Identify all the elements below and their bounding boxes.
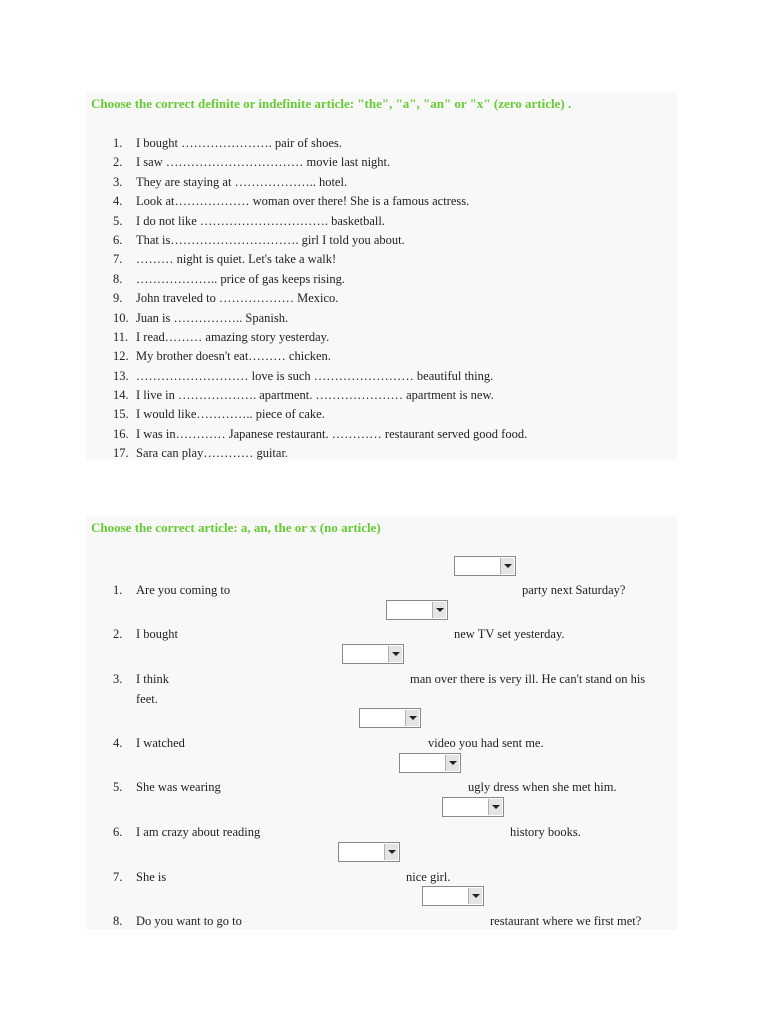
item-number: 7. [113,870,123,884]
list-item [86,289,677,308]
list-item [86,309,677,328]
article-select-5[interactable] [399,753,461,773]
question-text-before: Are you coming to [136,583,231,597]
article-select-2[interactable] [386,600,448,620]
item-text: I read……… amazing story yesterday. [136,329,330,344]
question-text-wrap: feet. [136,692,158,706]
item-text: My brother doesn't eat……… chicken. [136,349,331,364]
exercise-2-title: Choose the correct article: a, an, the or x (no article) [91,520,381,535]
article-select-3[interactable] [342,644,404,664]
exercise-1-list [86,134,677,464]
item-number: 3. [113,672,123,686]
list-item [86,134,677,153]
item-number: 5. [113,780,123,794]
list-item [86,212,677,231]
item-number: 9. [113,291,123,306]
item-number: 1. [113,136,123,150]
item-number: 2. [113,155,123,170]
item-text: I live in ………………. apartment. ………………… apartment is new. [136,388,494,403]
chevron-down-icon [445,755,459,771]
article-select-1[interactable] [454,556,516,576]
item-number: 11. [113,329,129,344]
list-item [86,270,677,289]
list-item [86,153,677,172]
item-number: 8. [113,914,123,928]
chevron-down-icon [405,710,419,726]
question-text-after: history books. [510,825,581,839]
question-text-after: nice girl. [406,870,451,884]
item-text: John traveled to ……………… Mexico. [136,291,339,306]
item-text: ……………….. price of gas keeps rising. [136,271,345,286]
list-item [86,367,677,386]
item-number: 12. [113,349,129,364]
item-text: ……… night is quiet. Let's take a walk! [136,252,337,267]
question-text-before: She is [136,870,167,884]
item-text: Juan is …………….. Spanish. [136,310,289,325]
item-number: 15. [113,407,129,422]
list-item [86,347,677,366]
item-number: 8. [113,271,123,286]
list-item [86,192,677,211]
article-select-6[interactable] [442,797,504,817]
list-item [86,405,677,424]
list-item [86,444,677,463]
item-number: 5. [113,213,123,228]
chevron-down-icon [488,799,502,815]
chevron-down-icon [388,646,402,662]
exercise-1-title: Choose the correct definite or indefinite article: "the", "a", "an" or "x" (zero article) . [91,96,572,111]
chevron-down-icon [500,558,514,574]
list-item [86,173,677,192]
item-text: ……………………… love is such …………………… beautiful thing. [136,368,494,383]
item-number: 4. [113,736,123,750]
item-number: 13. [113,368,129,383]
question-text-after: video you had sent me. [428,736,544,750]
list-item [86,328,677,347]
item-text: I was in………… Japanese restaurant. ………… restaurant served good food. [136,426,528,441]
question-text-after: ugly dress when she met him. [468,780,617,794]
item-number: 17. [113,446,129,461]
question-text-before: I think [136,672,169,686]
item-text: Look at……………… woman over there! She is a famous actress. [136,194,470,209]
item-text: I bought …………………. pair of shoes. [136,136,342,150]
item-number: 3. [113,174,123,189]
article-select-8[interactable] [422,886,484,906]
list-item [86,386,677,405]
item-text: I saw …………………………… movie last night. [136,155,391,170]
question-text-before: I bought [136,627,179,641]
item-number: 10. [113,310,129,325]
item-number: 1. [113,583,123,597]
item-number: 6. [113,232,123,247]
item-text: Sara can play………… guitar. [136,446,289,461]
question-text-before: I watched [136,736,185,750]
item-number: 2. [113,627,123,641]
item-text: I would like………….. piece of cake. [136,407,325,422]
chevron-down-icon [468,888,482,904]
item-text: I do not like …………………………. basketball. [136,213,385,228]
question-text-after: restaurant where we first met? [490,914,642,928]
question-text-before: I am crazy about reading [136,825,261,839]
question-text-after: new TV set yesterday. [454,627,565,641]
question-text-after: man over there is very ill. He can't stand on his [410,672,646,686]
question-text-before: She was wearing [136,780,221,794]
exercise-panel-1 [86,92,677,460]
item-number: 4. [113,194,123,209]
item-number: 6. [113,825,123,839]
article-select-4[interactable] [359,708,421,728]
item-number: 14. [113,388,129,403]
list-item [86,425,677,444]
item-number: 7. [113,252,123,267]
list-item [86,250,677,269]
item-text: That is…………………………. girl I told you about. [136,232,405,247]
item-text: They are staying at ……………….. hotel. [136,174,348,189]
question-text-after: party next Saturday? [522,583,626,597]
question-text-before: Do you want to go to [136,914,242,928]
article-select-7[interactable] [338,842,400,862]
chevron-down-icon [432,602,446,618]
chevron-down-icon [384,844,398,860]
list-item [86,231,677,250]
item-number: 16. [113,426,129,441]
exercise-panel-2 [86,516,677,930]
